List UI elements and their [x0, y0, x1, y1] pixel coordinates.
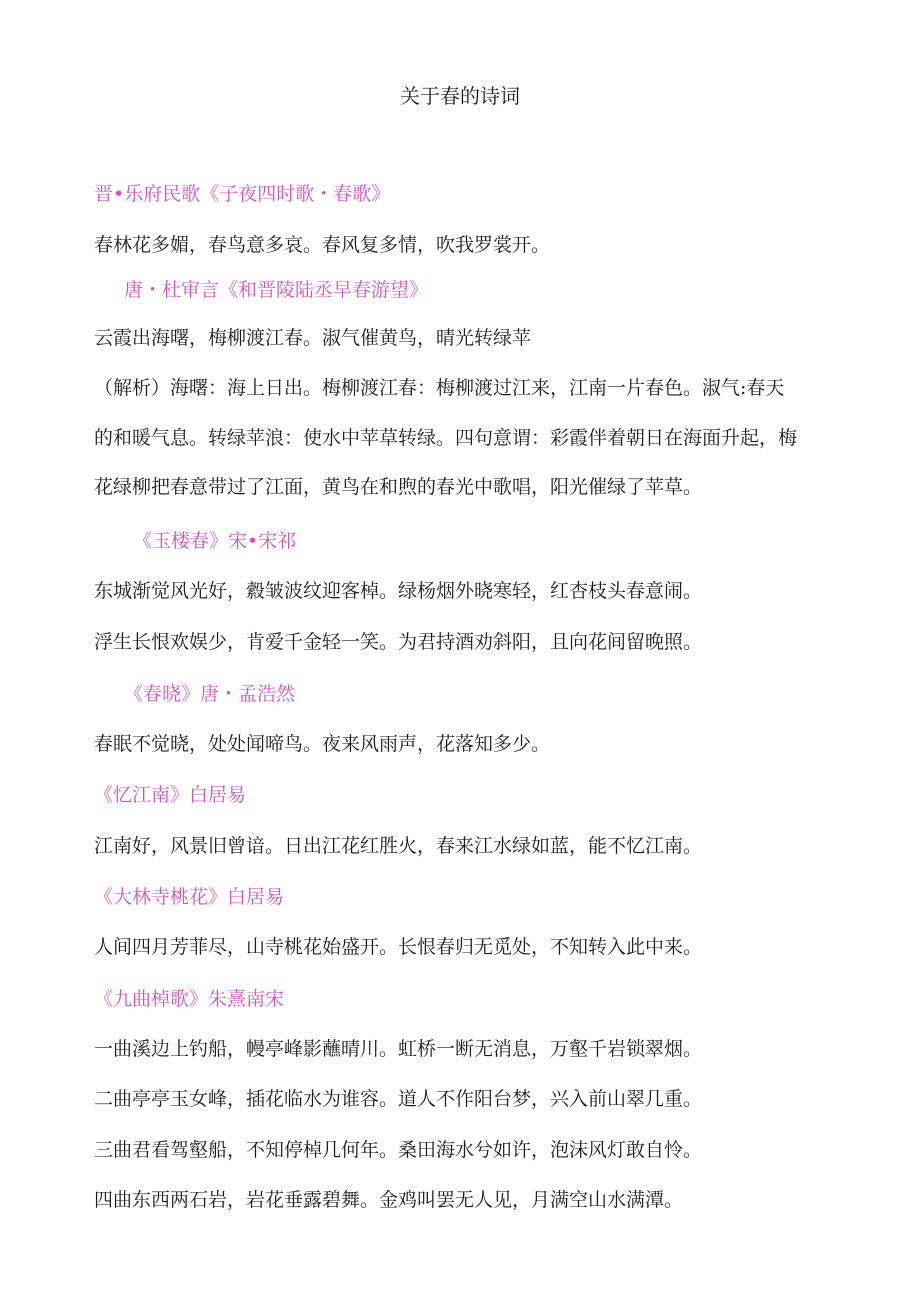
poem-heading: 《玉楼春》宋•宋祁 [133, 530, 297, 552]
poem-heading: 《忆江南》白居易 [94, 784, 247, 806]
annotation-line: 花绿柳把春意带过了江面，黄鸟在和煦的春光中歌唱，阳光催绿了苹草。 [94, 476, 703, 498]
poem-heading: 唐・杜审言《和晋陵陆丞早春游望》 [124, 279, 429, 301]
poem-heading: 晋•乐府民歌《子夜四时歌・春歌》 [94, 183, 391, 205]
poem-line: 浮生长恨欢娱少，肯爱千金轻一笑。为君持酒劝斜阳，且向花间留晚照。 [94, 631, 703, 653]
poem-line: 四曲东西两石岩，岩花垂露碧舞。金鸡叫罢无人见，月满空山水满潭。 [94, 1189, 684, 1211]
poem-line: 春林花多媚，春鸟意多哀。春风复多情，吹我罗裳开。 [94, 234, 551, 256]
poem-line: 江南好，风景旧曾谙。日出江花红胜火，春来江水绿如蓝，能不忆江南。 [94, 835, 703, 857]
poem-line: 云霞出海曙，梅柳渡江春。淑气催黄鸟，晴光转绿苹 [94, 327, 532, 349]
poem-heading: 《九曲棹歌》朱熹南宋 [94, 988, 285, 1010]
poem-line: 三曲君看驾壑船，不知停棹几何年。桑田海水兮如许，泡沫风灯敢自怜。 [94, 1139, 703, 1161]
document-title: 关于春的诗词 [400, 84, 520, 108]
poem-heading: 《大林寺桃花》白居易 [94, 886, 285, 908]
poem-line: 东城渐觉风光好，縠皱波纹迎客棹。绿杨烟外晓寒轻，红杏枝头春意闹。 [94, 580, 703, 602]
poem-heading: 《春晓》唐・孟浩然 [124, 683, 296, 705]
poem-line: 人间四月芳菲尽，山寺桃花始盛开。长恨春归无觅处，不知转入此中来。 [94, 936, 703, 958]
poem-line: 二曲亭亭玉女峰，插花临水为谁容。道人不作阳台梦，兴入前山翠几重。 [94, 1088, 703, 1110]
annotation-line: 的和暖气息。转绿苹浪：使水中苹草转绿。四句意谓：彩霞伴着朝日在海面升起，梅 [94, 427, 798, 449]
annotation-line: （解析）海曙：海上日出。梅柳渡江春：梅柳渡过江来，江南一片春色。淑气:春天 [94, 377, 785, 399]
poem-line: 春眠不觉晓，处处闻啼鸟。夜来风雨声，花落知多少。 [94, 733, 551, 755]
poem-line: 一曲溪边上钓船，幔亭峰影蘸晴川。虹桥一断无消息，万壑千岩锁翠烟。 [94, 1038, 703, 1060]
